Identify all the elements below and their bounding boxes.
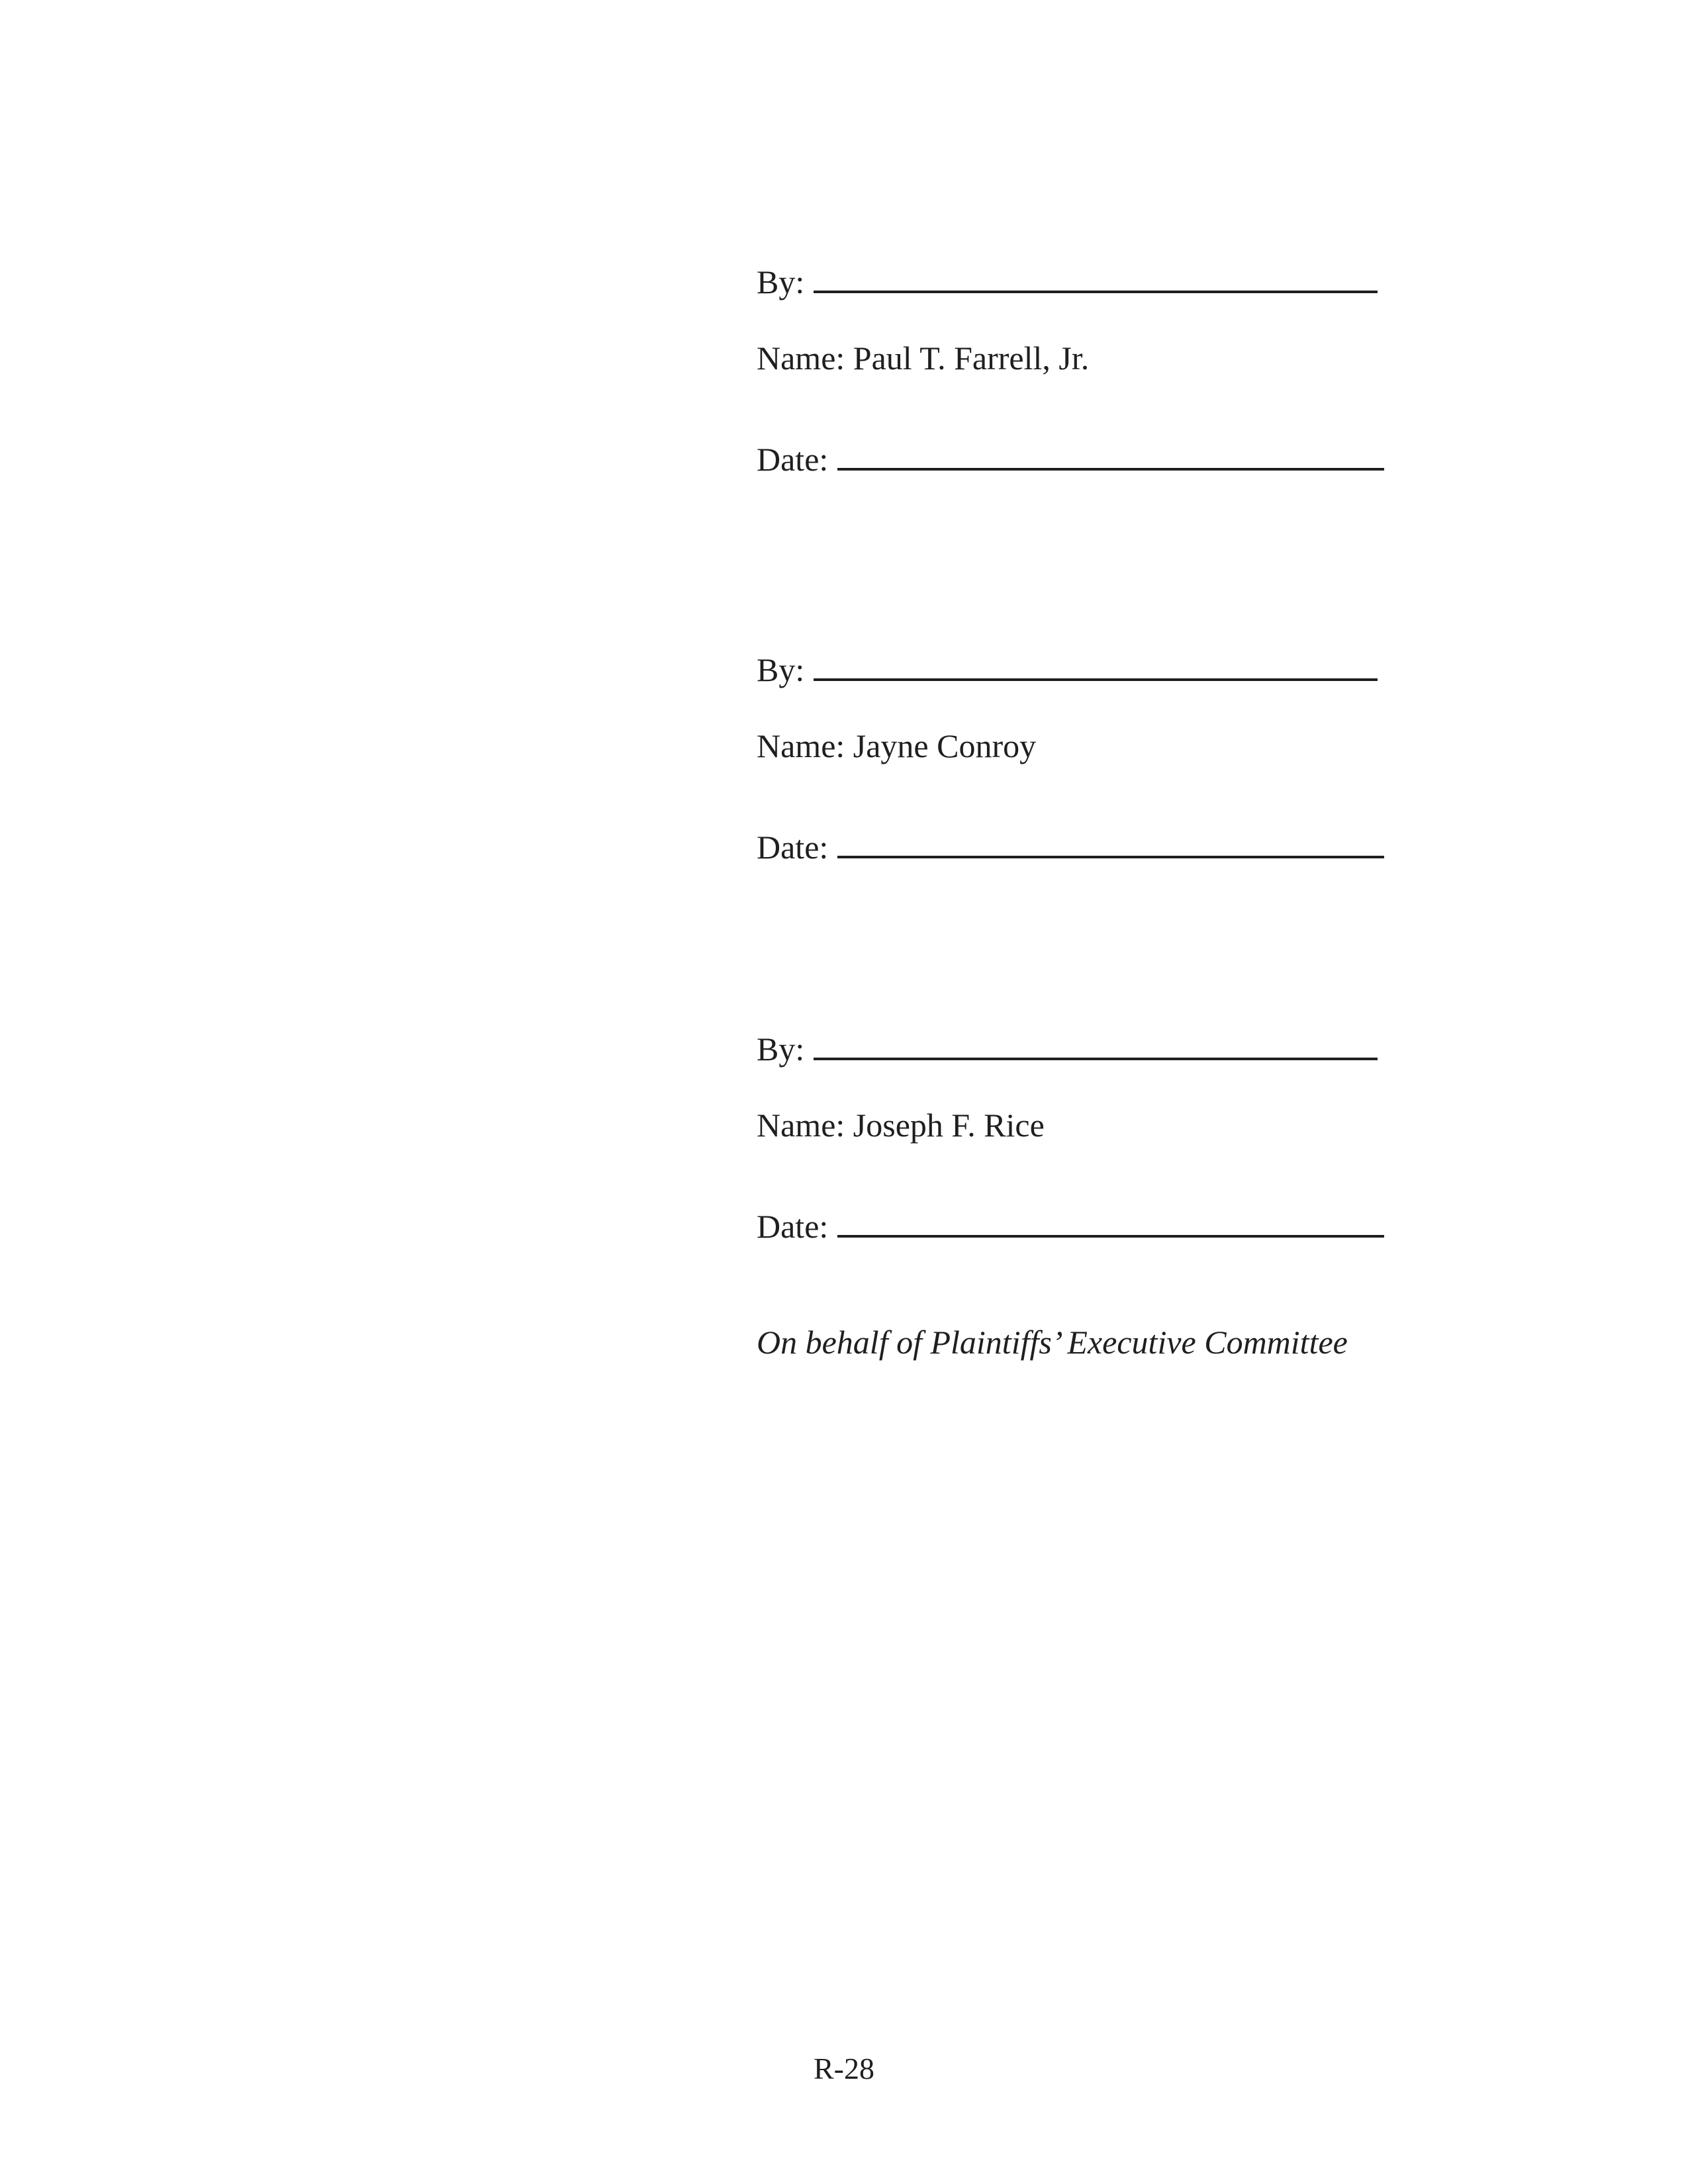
date-label: Date: (757, 829, 829, 866)
date-row (757, 439, 1384, 479)
name-row (757, 1105, 1045, 1145)
name-label: Name: (757, 340, 845, 377)
by-label: By: (757, 1030, 805, 1068)
name-label: Name: (757, 1107, 845, 1144)
page-number: R-28 (814, 2052, 874, 2085)
on-behalf-statement: On behalf of Plaintiffs’ Executive Committee (757, 1324, 1348, 1361)
signature-line (814, 656, 1378, 681)
date-line (837, 1212, 1384, 1238)
name-label: Name: (757, 727, 845, 764)
by-label: By: (757, 263, 805, 300)
date-line (837, 445, 1384, 471)
date-label: Date: (757, 1208, 829, 1245)
date-line (837, 833, 1384, 858)
date-row (757, 827, 1384, 867)
name-row (757, 338, 1089, 378)
signer-name: Paul T. Farrell, Jr. (853, 340, 1090, 377)
by-row (757, 262, 1378, 302)
date-label: Date: (757, 441, 829, 478)
by-label: By: (757, 651, 805, 688)
signer-name: Jayne Conroy (853, 727, 1037, 764)
by-row (757, 650, 1378, 690)
date-row (757, 1206, 1384, 1246)
by-row (757, 1029, 1378, 1069)
signature-line (814, 1035, 1378, 1060)
signer-name: Joseph F. Rice (853, 1107, 1045, 1144)
name-row (757, 726, 1036, 766)
signature-line (814, 268, 1378, 293)
